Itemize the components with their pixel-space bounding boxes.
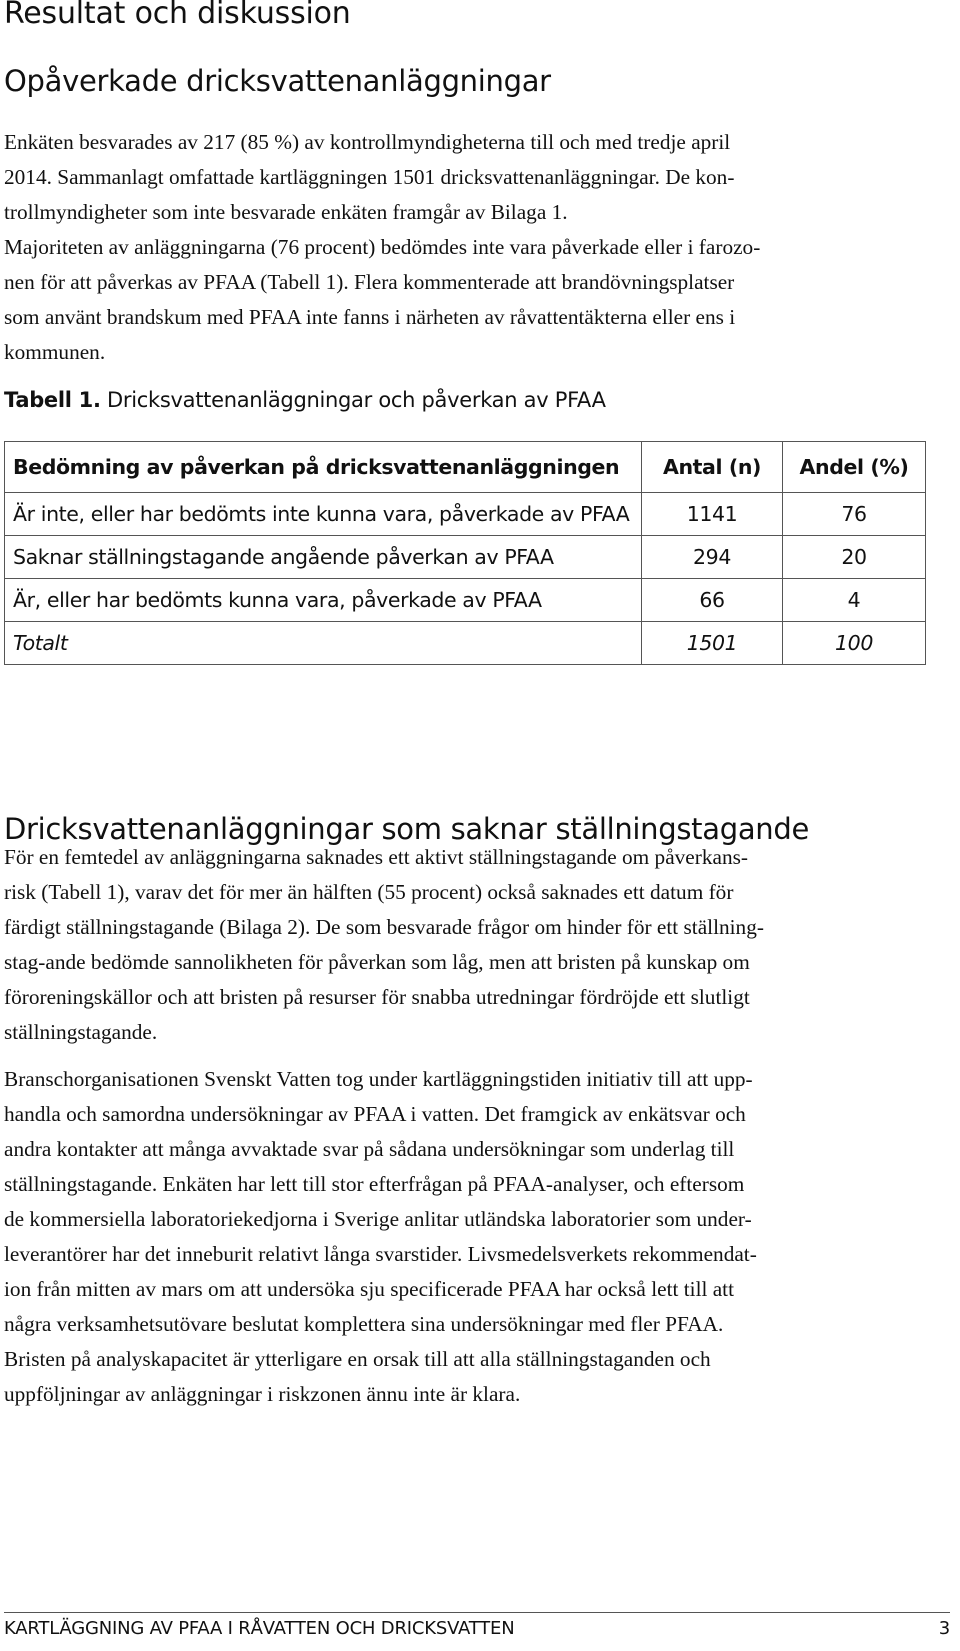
cell-share: 20: [783, 536, 926, 579]
text-line: Enkäten besvarades av 217 (85 %) av kontrollmyndigheterna till och med tredje april: [4, 130, 731, 154]
cell-count: 1141: [642, 493, 783, 536]
section-heading-unaffected: Opåverkade dricksvattenanläggningar: [4, 64, 551, 98]
impact-table: [4, 441, 926, 665]
text-line: andra kontakter att många avvaktade svar på sådana undersökningar som underlag till: [4, 1137, 735, 1161]
page-title: Resultat och diskussion: [4, 0, 351, 31]
table-caption: [4, 388, 606, 412]
paragraph-intro: [4, 125, 940, 370]
text-line: För en femtedel av anläggningarna saknades ett aktivt ställningstagande om påverkans-: [4, 845, 748, 869]
text-line: ställningstagande.: [4, 1020, 158, 1044]
text-line: färdigt ställningstagande (Bilaga 2). De som besvarade frågor om hinder för ett ställning-: [4, 915, 764, 939]
paragraph-missing-stance: [4, 840, 940, 1050]
table-row: [5, 493, 926, 536]
footer-title: KARTLÄGGNING AV PFAA I RÅVATTEN OCH DRICKSVATTEN: [4, 1618, 515, 1639]
table-caption-text: Dricksvattenanläggningar och påverkan av PFAA: [100, 388, 606, 412]
cell-total-share: 100: [783, 622, 926, 665]
table-row: [5, 579, 926, 622]
text-line: 2014. Sammanlagt omfattade kartläggningen 1501 dricksvattenanläggningar. De kon-: [4, 165, 735, 189]
text-line: stag-ande bedömde sannolikheten för påverkan som låg, men att bristen på kunskap om: [4, 950, 750, 974]
cell-assessment: Är, eller har bedömts kunna vara, påverkade av PFAA: [5, 579, 642, 622]
cell-count: 294: [642, 536, 783, 579]
header-assessment: Bedömning av påverkan på dricksvattenanläggningen: [5, 442, 642, 493]
text-line: ion från mitten av mars om att undersöka sju specificerade PFAA har också lett till att: [4, 1277, 735, 1301]
text-line: Majoriteten av anläggningarna (76 procent) bedömdes inte vara påverkade eller i farozo-: [4, 235, 761, 259]
text-line: uppföljningar av anläggningar i riskzonen ännu inte är klara.: [4, 1382, 521, 1406]
text-line: nen för att påverkas av PFAA (Tabell 1). Flera kommenterade att brandövningsplatser: [4, 270, 735, 294]
section-heading-missing-stance: Dricksvattenanläggningar som saknar ställningstagande: [4, 812, 810, 846]
text-line: risk (Tabell 1), varav det för mer än hälften (55 procent) också saknades ett datum för: [4, 880, 734, 904]
cell-share: 76: [783, 493, 926, 536]
header-share: Andel (%): [783, 442, 926, 493]
cell-assessment: Är inte, eller har bedömts inte kunna vara, påverkade av PFAA: [5, 493, 642, 536]
table-header-row: [5, 442, 926, 493]
page-footer: [4, 1618, 950, 1639]
text-line: som använt brandskum med PFAA inte fanns i närheten av råvattentäkterna eller ens i: [4, 305, 736, 329]
page-number: 3: [938, 1618, 950, 1639]
text-line: trollmyndigheter som inte besvarade enkäten framgår av Bilaga 1.: [4, 200, 568, 224]
cell-total-count: 1501: [642, 622, 783, 665]
text-line: föroreningskällor och att bristen på resurser för snabba utredningar fördröjde ett slutligt: [4, 985, 750, 1009]
table-total-row: [5, 622, 926, 665]
table-row: [5, 536, 926, 579]
header-count: Antal (n): [642, 442, 783, 493]
text-line: kommunen.: [4, 340, 106, 364]
text-line: några verksamhetsutövare beslutat komplettera sina undersökningar med fler PFAA.: [4, 1312, 724, 1336]
footer-divider: [4, 1612, 950, 1613]
text-line: Bristen på analyskapacitet är ytterligare en orsak till att alla ställningstaganden och: [4, 1347, 711, 1371]
text-line: de kommersiella laboratoriekedjorna i Sverige anlitar utländska laboratorier som under-: [4, 1207, 752, 1231]
text-line: ställningstagande. Enkäten har lett till stor efterfrågan på PFAA-analyser, och eftersom: [4, 1172, 745, 1196]
text-line: leverantörer har det inneburit relativt långa svarstider. Livsmedelsverkets rekommendat-: [4, 1242, 757, 1266]
cell-count: 66: [642, 579, 783, 622]
text-line: handla och samordna undersökningar av PFAA i vatten. Det framgick av enkätsvar och: [4, 1102, 746, 1126]
text-line: Branschorganisationen Svenskt Vatten tog under kartläggningstiden initiativ till att upp-: [4, 1067, 753, 1091]
cell-assessment: Saknar ställningstagande angående påverkan av PFAA: [5, 536, 642, 579]
cell-share: 4: [783, 579, 926, 622]
cell-total-label: Totalt: [5, 622, 642, 665]
paragraph-svenskt-vatten: [4, 1062, 940, 1412]
table-caption-label: Tabell 1.: [4, 388, 101, 412]
